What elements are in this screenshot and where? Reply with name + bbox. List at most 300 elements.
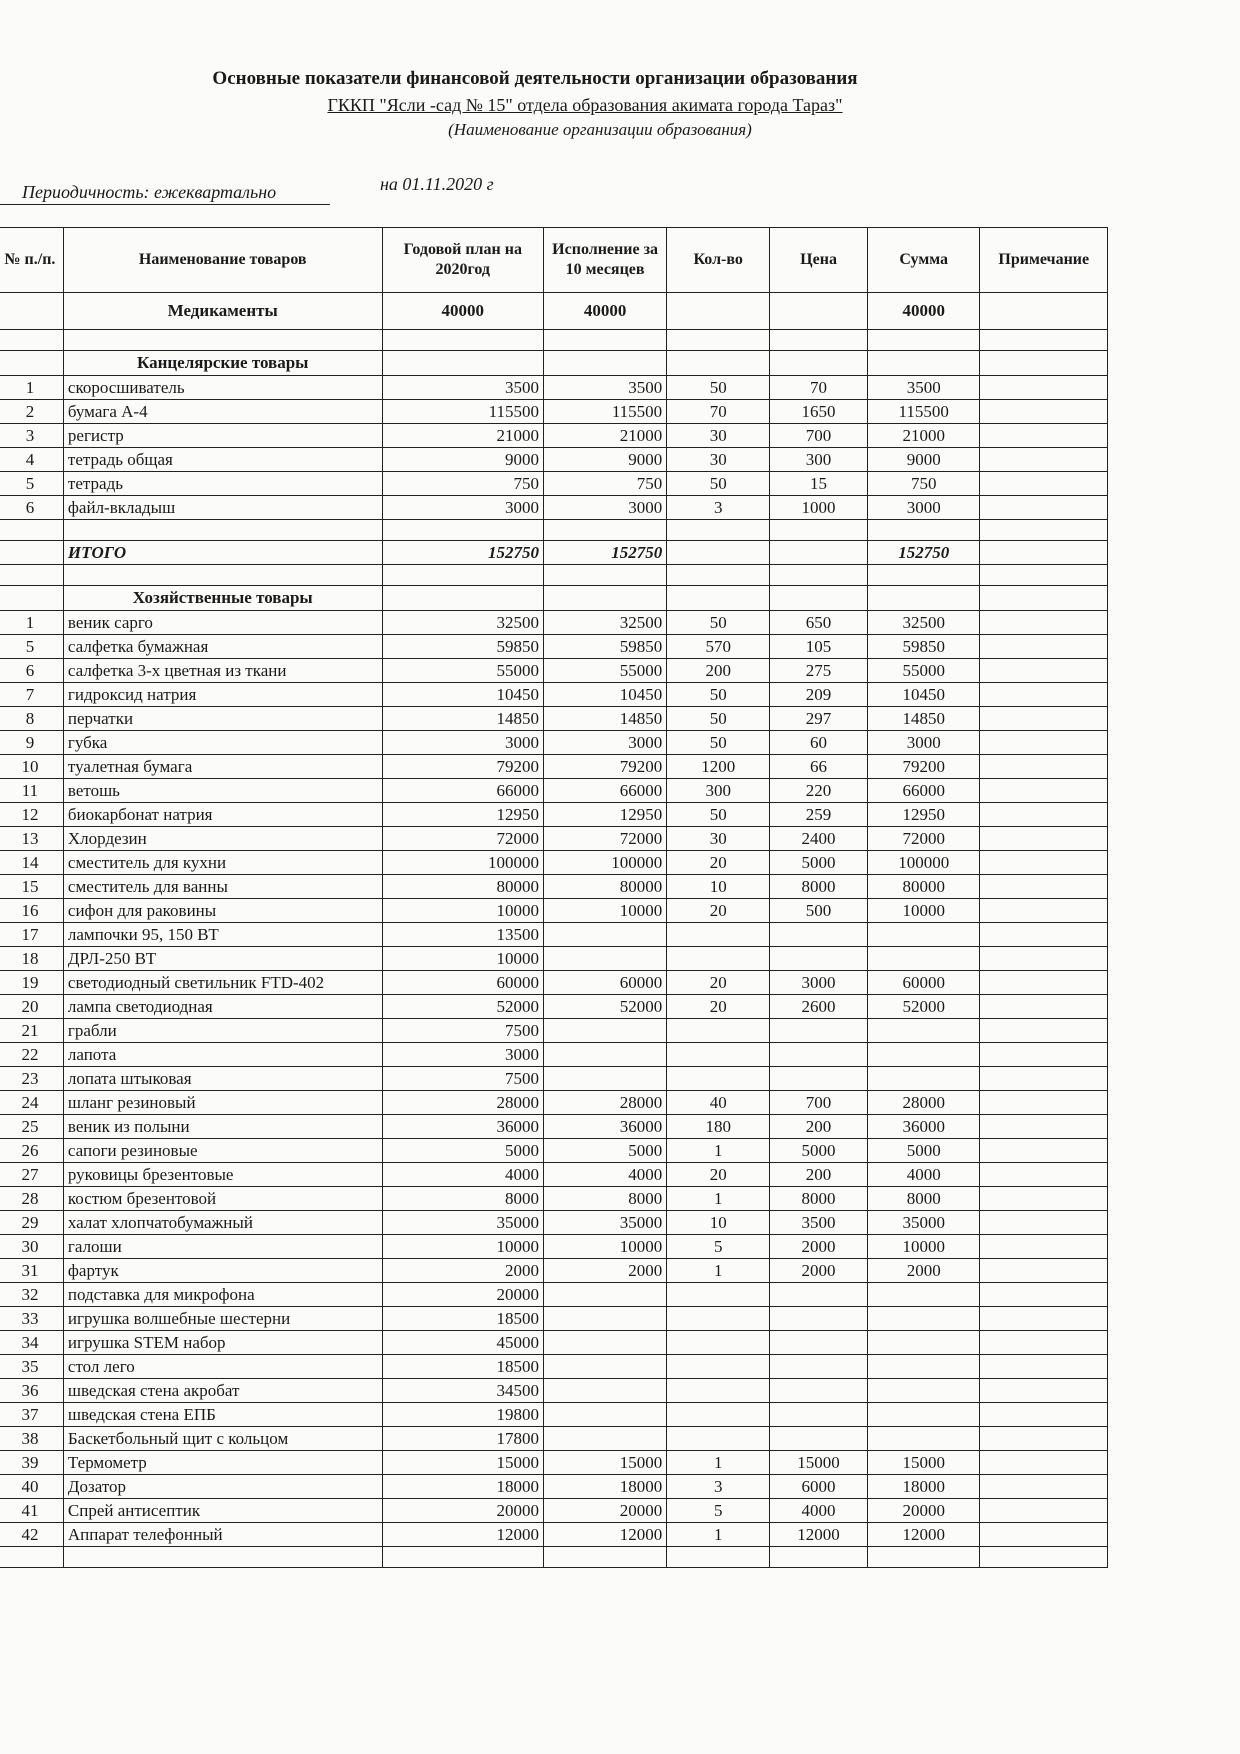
exec-value: 12950	[543, 803, 666, 827]
price-value	[770, 1019, 868, 1043]
sum-value: 115500	[867, 400, 980, 424]
item-name: губка	[63, 731, 382, 755]
item-name: бумага А-4	[63, 400, 382, 424]
price-value: 3500	[770, 1211, 868, 1235]
sum-value: 36000	[867, 1115, 980, 1139]
row-number: 11	[0, 779, 63, 803]
row-number: 31	[0, 1259, 63, 1283]
item-name: сместитель для кухни	[63, 851, 382, 875]
exec-value: 80000	[543, 875, 666, 899]
exec-value: 28000	[543, 1091, 666, 1115]
price-value	[770, 923, 868, 947]
table-row	[0, 659, 1108, 683]
item-name: костюм брезентовой	[63, 1187, 382, 1211]
sum-value	[867, 1283, 980, 1307]
note-cell	[980, 1427, 1108, 1451]
qty-value: 5	[667, 1499, 770, 1523]
price-value: 200	[770, 1163, 868, 1187]
table-row	[0, 400, 1108, 424]
qty-value: 50	[667, 803, 770, 827]
document-title: Основные показатели финансовой деятельности организации образования	[212, 68, 858, 89]
finance-table	[0, 227, 1108, 1568]
exec-value: 12000	[543, 1523, 666, 1547]
note-cell	[980, 1235, 1108, 1259]
col-exec-header: Исполнение за 10 месяцев	[543, 228, 666, 293]
price-value: 8000	[770, 1187, 868, 1211]
row-number: 35	[0, 1355, 63, 1379]
table-row	[0, 1403, 1108, 1427]
table-row	[0, 1331, 1108, 1355]
plan-value: 20000	[382, 1283, 543, 1307]
exec-value	[543, 1379, 666, 1403]
qty-value	[667, 1019, 770, 1043]
sum-value	[867, 1307, 980, 1331]
plan-value: 9000	[382, 448, 543, 472]
note-cell	[980, 635, 1108, 659]
price-value	[770, 1331, 868, 1355]
row-number: 2	[0, 400, 63, 424]
row-number: 13	[0, 827, 63, 851]
item-name: халат хлопчатобумажный	[63, 1211, 382, 1235]
item-name: файл-вкладыш	[63, 496, 382, 520]
plan-value: 55000	[382, 659, 543, 683]
sum-value: 5000	[867, 1139, 980, 1163]
qty-value	[667, 1067, 770, 1091]
item-name: лопата штыковая	[63, 1067, 382, 1091]
sum-value: 12000	[867, 1523, 980, 1547]
sum-value: 14850	[867, 707, 980, 731]
table-row	[0, 496, 1108, 520]
note-cell	[980, 611, 1108, 635]
sum-value: 12950	[867, 803, 980, 827]
plan-value: 3000	[382, 731, 543, 755]
sum-value: 3000	[867, 731, 980, 755]
row-number: 18	[0, 947, 63, 971]
table-row	[0, 611, 1108, 635]
item-name: галоши	[63, 1235, 382, 1259]
price-value: 3000	[770, 971, 868, 995]
plan-value: 750	[382, 472, 543, 496]
note-cell	[980, 995, 1108, 1019]
price-value: 700	[770, 1091, 868, 1115]
total-sum: 152750	[867, 541, 980, 565]
table-row	[0, 1379, 1108, 1403]
row-number: 27	[0, 1163, 63, 1187]
exec-value: 32500	[543, 611, 666, 635]
exec-value: 55000	[543, 659, 666, 683]
row-number: 1	[0, 376, 63, 400]
qty-value: 50	[667, 731, 770, 755]
price-value: 105	[770, 635, 868, 659]
exec-value: 59850	[543, 635, 666, 659]
exec-value: 8000	[543, 1187, 666, 1211]
price-value: 1000	[770, 496, 868, 520]
price-value: 15000	[770, 1451, 868, 1475]
table-row	[0, 995, 1108, 1019]
note-cell	[980, 472, 1108, 496]
sum-value	[867, 1043, 980, 1067]
plan-value: 100000	[382, 851, 543, 875]
item-name: шланг резиновый	[63, 1091, 382, 1115]
price-value	[770, 1307, 868, 1331]
price-value: 2000	[770, 1259, 868, 1283]
table-row	[0, 1259, 1108, 1283]
row-number: 3	[0, 424, 63, 448]
table-row	[0, 1499, 1108, 1523]
item-name: шведская стена ЕПБ	[63, 1403, 382, 1427]
qty-value: 200	[667, 659, 770, 683]
row-number: 15	[0, 875, 63, 899]
row-number: 30	[0, 1235, 63, 1259]
note-cell	[980, 1379, 1108, 1403]
price-value: 66	[770, 755, 868, 779]
price-value	[770, 1283, 868, 1307]
table-row	[0, 731, 1108, 755]
note-cell	[980, 1139, 1108, 1163]
sum-value: 18000	[867, 1475, 980, 1499]
sum-value: 59850	[867, 635, 980, 659]
price-value	[770, 1355, 868, 1379]
plan-value: 14850	[382, 707, 543, 731]
item-name: Термометр	[63, 1451, 382, 1475]
price-value	[770, 947, 868, 971]
exec-value	[543, 1067, 666, 1091]
table-row	[0, 1091, 1108, 1115]
qty-value	[667, 1403, 770, 1427]
item-name: стол лего	[63, 1355, 382, 1379]
item-name: салфетка 3-х цветная из ткани	[63, 659, 382, 683]
price-value: 259	[770, 803, 868, 827]
qty-value: 570	[667, 635, 770, 659]
price-value: 220	[770, 779, 868, 803]
table-row	[0, 1163, 1108, 1187]
table-row	[0, 1187, 1108, 1211]
sum-value: 32500	[867, 611, 980, 635]
note-cell	[980, 875, 1108, 899]
note-cell	[980, 1067, 1108, 1091]
table-row	[0, 827, 1108, 851]
row-number: 24	[0, 1091, 63, 1115]
plan-value: 18500	[382, 1355, 543, 1379]
plan-value: 2000	[382, 1259, 543, 1283]
row-number: 36	[0, 1379, 63, 1403]
qty-value: 1200	[667, 755, 770, 779]
exec-value: 10000	[543, 1235, 666, 1259]
row-number: 19	[0, 971, 63, 995]
price-value: 70	[770, 376, 868, 400]
table-row	[0, 1307, 1108, 1331]
plan-value: 3500	[382, 376, 543, 400]
price-value: 8000	[770, 875, 868, 899]
note-cell	[980, 1523, 1108, 1547]
row-number: 23	[0, 1067, 63, 1091]
item-name: перчатки	[63, 707, 382, 731]
sum-value	[867, 1355, 980, 1379]
qty-value	[667, 1043, 770, 1067]
qty-value: 40	[667, 1091, 770, 1115]
qty-value	[667, 1307, 770, 1331]
table-row	[0, 1427, 1108, 1451]
price-value: 5000	[770, 1139, 868, 1163]
exec-value: 79200	[543, 755, 666, 779]
qty-value: 50	[667, 707, 770, 731]
spacer-row	[0, 330, 1108, 351]
plan-value: 17800	[382, 1427, 543, 1451]
item-name: светодиодный светильник FTD-402	[63, 971, 382, 995]
plan-value: 35000	[382, 1211, 543, 1235]
price-value: 6000	[770, 1475, 868, 1499]
table-row	[0, 899, 1108, 923]
sum-value: 35000	[867, 1211, 980, 1235]
item-name: Хлордезин	[63, 827, 382, 851]
qty-value: 50	[667, 611, 770, 635]
sum-value: 10450	[867, 683, 980, 707]
plan-value: 28000	[382, 1091, 543, 1115]
col-name-header: Наименование товаров	[63, 228, 382, 293]
qty-value: 20	[667, 971, 770, 995]
qty-value	[667, 1355, 770, 1379]
sum-value: 4000	[867, 1163, 980, 1187]
sum-value: 9000	[867, 448, 980, 472]
sum-value: 79200	[867, 755, 980, 779]
table-row	[0, 803, 1108, 827]
exec-value: 66000	[543, 779, 666, 803]
item-name: сапоги резиновые	[63, 1139, 382, 1163]
row-number: 37	[0, 1403, 63, 1427]
item-name: фартук	[63, 1259, 382, 1283]
exec-value	[543, 1355, 666, 1379]
sum-value: 10000	[867, 899, 980, 923]
note-cell	[980, 1331, 1108, 1355]
row-number: 38	[0, 1427, 63, 1451]
plan-value: 18500	[382, 1307, 543, 1331]
table-row	[0, 1115, 1108, 1139]
item-name: тетрадь общая	[63, 448, 382, 472]
price-value: 500	[770, 899, 868, 923]
item-name: биокарбонат натрия	[63, 803, 382, 827]
section-row-household	[0, 586, 1108, 611]
table-row	[0, 947, 1108, 971]
periodicity-label: Периодичность: ежеквартально	[22, 182, 277, 202]
table-row	[0, 971, 1108, 995]
item-name: шведская стена акробат	[63, 1379, 382, 1403]
item-name: руковицы брезентовые	[63, 1163, 382, 1187]
sum-value: 28000	[867, 1091, 980, 1115]
note-cell	[980, 1019, 1108, 1043]
note-cell	[980, 1187, 1108, 1211]
exec-value: 15000	[543, 1451, 666, 1475]
note-cell	[980, 424, 1108, 448]
price-value: 2400	[770, 827, 868, 851]
spacer-row	[0, 520, 1108, 541]
sum-value: 3500	[867, 376, 980, 400]
sum-value: 66000	[867, 779, 980, 803]
price-value	[770, 1379, 868, 1403]
exec-value: 9000	[543, 448, 666, 472]
exec-value: 4000	[543, 1163, 666, 1187]
exec-value: 35000	[543, 1211, 666, 1235]
sum-value: 21000	[867, 424, 980, 448]
table-row	[0, 1283, 1108, 1307]
plan-value: 19800	[382, 1403, 543, 1427]
qty-value: 30	[667, 448, 770, 472]
note-cell	[980, 827, 1108, 851]
note-cell	[980, 731, 1108, 755]
sum-value	[867, 1427, 980, 1451]
table-row	[0, 376, 1108, 400]
note-cell	[980, 376, 1108, 400]
qty-value: 3	[667, 1475, 770, 1499]
item-name: лампочки 95, 150 ВТ	[63, 923, 382, 947]
medicaments-plan: 40000	[382, 293, 543, 330]
price-value	[770, 1427, 868, 1451]
total-label: ИТОГО	[63, 541, 382, 565]
note-cell	[980, 400, 1108, 424]
plan-value: 10000	[382, 947, 543, 971]
note-cell	[980, 971, 1108, 995]
note-cell	[980, 1403, 1108, 1427]
row-number: 22	[0, 1043, 63, 1067]
plan-value: 7500	[382, 1067, 543, 1091]
price-value: 700	[770, 424, 868, 448]
note-cell	[980, 923, 1108, 947]
item-name: грабли	[63, 1019, 382, 1043]
exec-value: 10000	[543, 899, 666, 923]
row-number: 21	[0, 1019, 63, 1043]
row-number: 8	[0, 707, 63, 731]
table-row	[0, 779, 1108, 803]
exec-value	[543, 1307, 666, 1331]
price-value: 300	[770, 448, 868, 472]
qty-value: 180	[667, 1115, 770, 1139]
plan-value: 60000	[382, 971, 543, 995]
total-row	[0, 541, 1108, 565]
plan-value: 13500	[382, 923, 543, 947]
table-row	[0, 755, 1108, 779]
spacer-row	[0, 565, 1108, 586]
plan-value: 12000	[382, 1523, 543, 1547]
table-row	[0, 1475, 1108, 1499]
price-value: 297	[770, 707, 868, 731]
table-row	[0, 1451, 1108, 1475]
plan-value: 15000	[382, 1451, 543, 1475]
row-number: 28	[0, 1187, 63, 1211]
row-number: 14	[0, 851, 63, 875]
sum-value	[867, 1067, 980, 1091]
note-cell	[980, 779, 1108, 803]
plan-value: 32500	[382, 611, 543, 635]
price-value: 200	[770, 1115, 868, 1139]
price-value	[770, 1067, 868, 1091]
qty-value: 70	[667, 400, 770, 424]
table-row	[0, 1355, 1108, 1379]
exec-value: 3500	[543, 376, 666, 400]
col-num-header: № п./п.	[0, 228, 63, 293]
qty-value: 30	[667, 424, 770, 448]
exec-value: 3000	[543, 731, 666, 755]
sum-value	[867, 947, 980, 971]
row-number: 10	[0, 755, 63, 779]
qty-value	[667, 1331, 770, 1355]
sum-value: 2000	[867, 1259, 980, 1283]
plan-value: 8000	[382, 1187, 543, 1211]
note-cell	[980, 851, 1108, 875]
row-number: 40	[0, 1475, 63, 1499]
price-value: 650	[770, 611, 868, 635]
exec-value: 5000	[543, 1139, 666, 1163]
plan-value: 12950	[382, 803, 543, 827]
qty-value: 1	[667, 1451, 770, 1475]
qty-value: 1	[667, 1187, 770, 1211]
price-value: 2000	[770, 1235, 868, 1259]
item-name: лапота	[63, 1043, 382, 1067]
note-cell	[980, 803, 1108, 827]
qty-value: 300	[667, 779, 770, 803]
table-row	[0, 851, 1108, 875]
note-cell	[980, 1091, 1108, 1115]
organization-caption: (Наименование организации образования)	[448, 120, 752, 139]
item-name: Баскетбольный щит с кольцом	[63, 1427, 382, 1451]
report-date: на 01.11.2020 г	[380, 174, 494, 194]
row-number: 26	[0, 1139, 63, 1163]
qty-value: 50	[667, 472, 770, 496]
exec-value: 3000	[543, 496, 666, 520]
sum-value	[867, 1403, 980, 1427]
item-name: веник из полыни	[63, 1115, 382, 1139]
note-cell	[980, 1043, 1108, 1067]
item-name: Дозатор	[63, 1475, 382, 1499]
qty-value: 10	[667, 1211, 770, 1235]
qty-value: 10	[667, 875, 770, 899]
sum-value	[867, 1019, 980, 1043]
exec-value: 14850	[543, 707, 666, 731]
note-cell	[980, 1451, 1108, 1475]
sum-value	[867, 1379, 980, 1403]
qty-value: 1	[667, 1139, 770, 1163]
price-value: 275	[770, 659, 868, 683]
total-plan: 152750	[382, 541, 543, 565]
section-label-stationery: Канцелярские товары	[63, 351, 382, 376]
note-cell	[980, 659, 1108, 683]
col-price-header: Цена	[770, 228, 868, 293]
item-name: туалетная бумага	[63, 755, 382, 779]
table-row	[0, 424, 1108, 448]
price-value: 1650	[770, 400, 868, 424]
row-number: 17	[0, 923, 63, 947]
qty-value	[667, 923, 770, 947]
qty-value: 20	[667, 851, 770, 875]
qty-value: 20	[667, 1163, 770, 1187]
table-header-row	[0, 228, 1108, 293]
row-number: 34	[0, 1331, 63, 1355]
price-value	[770, 1403, 868, 1427]
plan-value: 66000	[382, 779, 543, 803]
table-body	[0, 293, 1108, 1568]
item-name: Спрей антисептик	[63, 1499, 382, 1523]
exec-value: 52000	[543, 995, 666, 1019]
exec-value	[543, 923, 666, 947]
note-cell	[980, 707, 1108, 731]
plan-value: 3000	[382, 496, 543, 520]
qty-value: 30	[667, 827, 770, 851]
plan-value: 3000	[382, 1043, 543, 1067]
row-number: 1	[0, 611, 63, 635]
row-number: 33	[0, 1307, 63, 1331]
item-name: сместитель для ванны	[63, 875, 382, 899]
row-number: 5	[0, 472, 63, 496]
section-row-stationery	[0, 351, 1108, 376]
medicaments-sum: 40000	[867, 293, 980, 330]
